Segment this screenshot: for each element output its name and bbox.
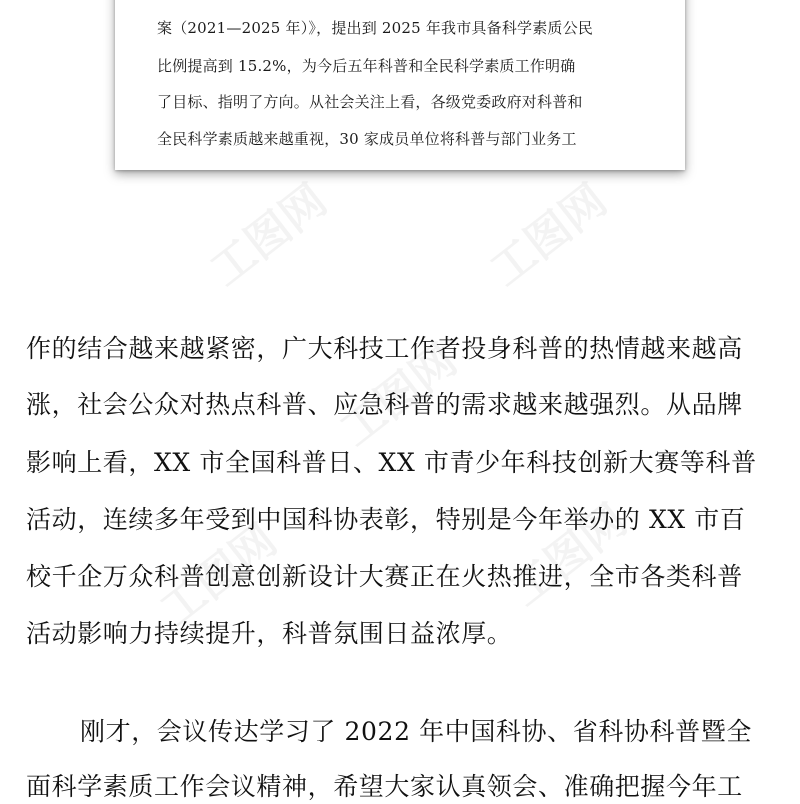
card-line: 案（2021—2025 年）》，提出到 2025 年我市具备科学素质公民 bbox=[157, 19, 594, 37]
body-line: 活动影响力持续提升，科普氛围日益浓厚。 bbox=[26, 619, 513, 648]
body-line: 影响上看，XX 市全国科普日、XX 市青少年科技创新大赛等科普 bbox=[26, 448, 757, 477]
watermark: 工图网 bbox=[501, 494, 637, 617]
body-line: 面科学素质工作会议精神，希望大家认真领会、准确把握今年工 bbox=[26, 772, 743, 801]
card-line: 全民科学素质越来越重视，30 家成员单位将科普与部门业务工 bbox=[157, 130, 577, 148]
body-line: 活动，连续多年受到中国科协表彰，特别是今年举办的 XX 市百 bbox=[26, 505, 746, 534]
watermark: 工图网 bbox=[201, 174, 337, 297]
body-line: 作的结合越来越紧密，广大科技工作者投身科普的热情越来越高 bbox=[26, 334, 743, 363]
quote-card bbox=[115, 0, 685, 170]
body-line: 校千企万众科普创意创新设计大赛正在火热推进，全市各类科普 bbox=[26, 562, 743, 591]
body-line: 刚才，会议传达学习了 2022 年中国科协、省科协科普暨全 bbox=[80, 717, 752, 746]
watermark: 工图网 bbox=[151, 514, 287, 637]
card-line: 比例提高到 15.2%，为今后五年科普和全民科学素质工作明确 bbox=[157, 57, 576, 75]
card-line: 了目标、指明了方向。从社会关注上看，各级党委政府对科普和 bbox=[157, 93, 583, 111]
body-line: 涨，社会公众对热点科普、应急科普的需求越来越强烈。从品牌 bbox=[26, 390, 743, 419]
watermark: 工图网 bbox=[481, 174, 617, 297]
watermark: 工图网 bbox=[331, 334, 467, 457]
